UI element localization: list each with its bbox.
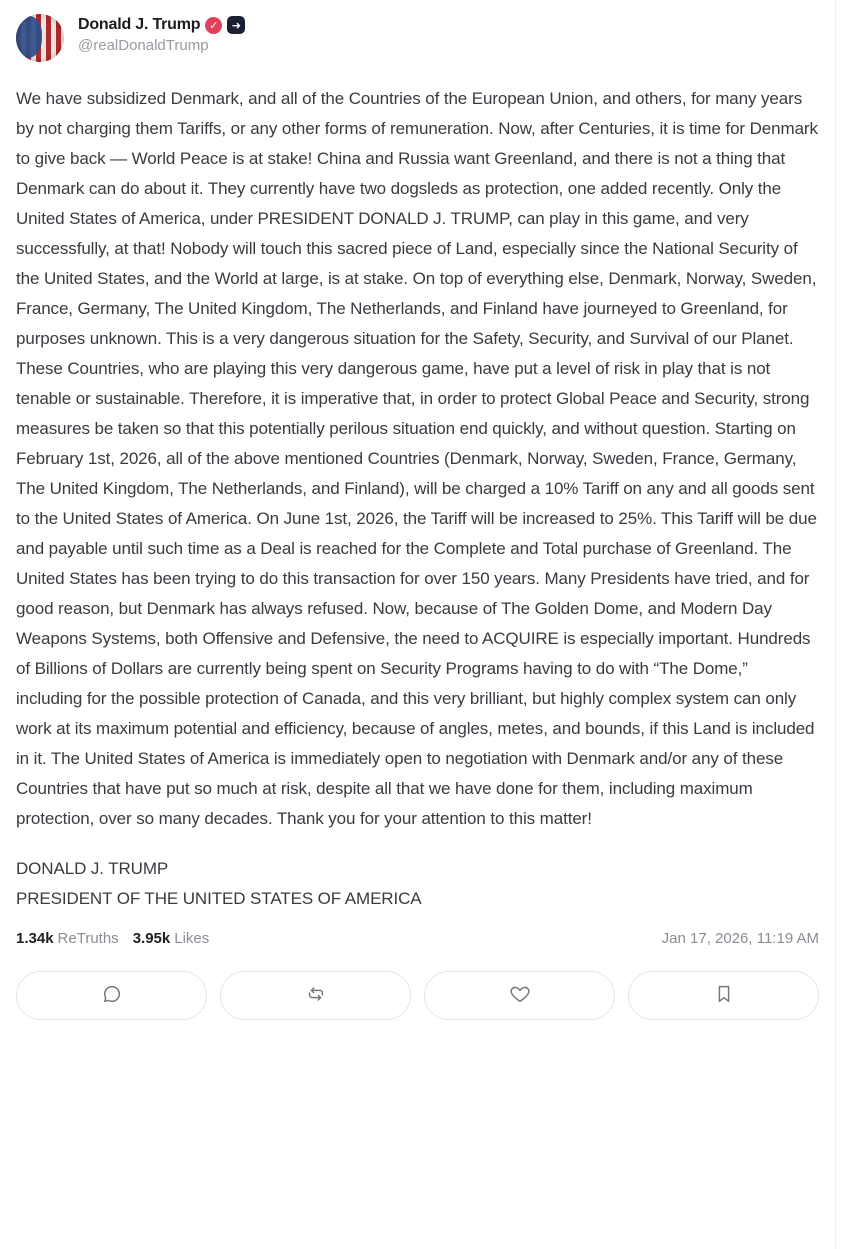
like-button[interactable]: [424, 971, 615, 1020]
user-handle[interactable]: @realDonaldTrump: [78, 37, 209, 54]
retruth-icon: [305, 983, 327, 1008]
reply-icon: [101, 983, 123, 1008]
retruths-stat[interactable]: [16, 930, 119, 947]
post-header: [16, 14, 819, 62]
post-timestamp: Jan 17, 2026, 11:19 AM: [661, 930, 819, 947]
avatar[interactable]: [16, 14, 64, 62]
likes-count: 3.95k: [132, 930, 171, 947]
retruths-count: 1.34k: [16, 930, 54, 947]
arrow-badge-icon: ➜: [227, 16, 245, 34]
actions-row: [16, 971, 819, 1020]
signature-name: DONALD J. TRUMP: [16, 859, 169, 878]
likes-label: Likes: [174, 930, 210, 947]
signature-title: PRESIDENT OF THE UNITED STATES OF AMERICA: [16, 889, 422, 908]
identity-block: [78, 14, 245, 54]
reply-button[interactable]: [16, 971, 207, 1020]
likes-stat[interactable]: [133, 930, 210, 947]
stats-row: [16, 930, 819, 947]
display-name[interactable]: Donald J. Trump: [78, 16, 201, 33]
post-signature: [16, 854, 819, 914]
bookmark-icon: [713, 983, 735, 1008]
name-row: [78, 16, 245, 34]
heart-icon: [509, 983, 531, 1008]
bookmark-button[interactable]: [628, 971, 819, 1020]
retruth-button[interactable]: [220, 971, 411, 1020]
post-body-text: We have subsidized Denmark, and all of the Countries of the European Union, and others, for many years by not charging them Tariffs, or any other forms of remuneration. Now, after Centuries, it is time for Denmark to give back — World Peace is at stake! China and Russia want Greenland, and there is not a thing that Denmark can do about it. They currently have two dogsleds as protection, one added recently. Only the United States of America, under PRESIDENT DONALD J. TRUMP, can play in this game, and very successfully, at that! Nobody will touch this sacred piece of Land, especially since the National Security of the United States, and the World at large, is at stake. On top of everything else, Denmark, Norway, Sweden, France, Germany, The United Kingdom, The Netherlands, and Finland have journeyed to Greenland, for purposes unknown. This is a very dangerous situation for the Safety, Security, and Survival of our Planet. These Countries, who are playing this very dangerous game, have put a level of risk in play that is not tenable or sustainable. Therefore, it is imperative that, in order to protect Global Peace and Security, strong measures be taken so that this potentially perilous situation end quickly, and without question. Starting on February 1st, 2026, all of the above mentioned Countries (Denmark, Norway, Sweden, France, Germany, The United Kingdom, The Netherlands, and Finland), will be charged a 10% Tariff on any and all goods sent to the United States of America. On June 1st, 2026, the Tariff will be increased to 25%. This Tariff will be due and payable until such time as a Deal is reached for the Complete and Total purchase of Greenland. The United States has been trying to do this transaction for over 150 years. Many Presidents have tried, and for good reason, but Denmark has always refused. Now, because of The Golden Dome, and Modern Day Weapons Systems, both Offensive and Defensive, the need to ACQUIRE is especially important. Hundreds of Billions of Dollars are currently being spent on Security Programs having to do with “The Dome,” including for the possible protection of Canada, and this very brilliant, but highly complex system can only work at its maximum potential and efficiency, because of angles, metes, and bounds, if this Land is included in it. The United States of America is immediately open to negotiation with Denmark and/or any of these Countries that have put so much at risk, despite all that we have done for them, including maximum protection, over so many decades. Thank you for your attention to this matter!: [16, 89, 818, 828]
retruths-label: ReTruths: [57, 930, 119, 947]
verified-badge-icon: ✓: [205, 17, 222, 34]
